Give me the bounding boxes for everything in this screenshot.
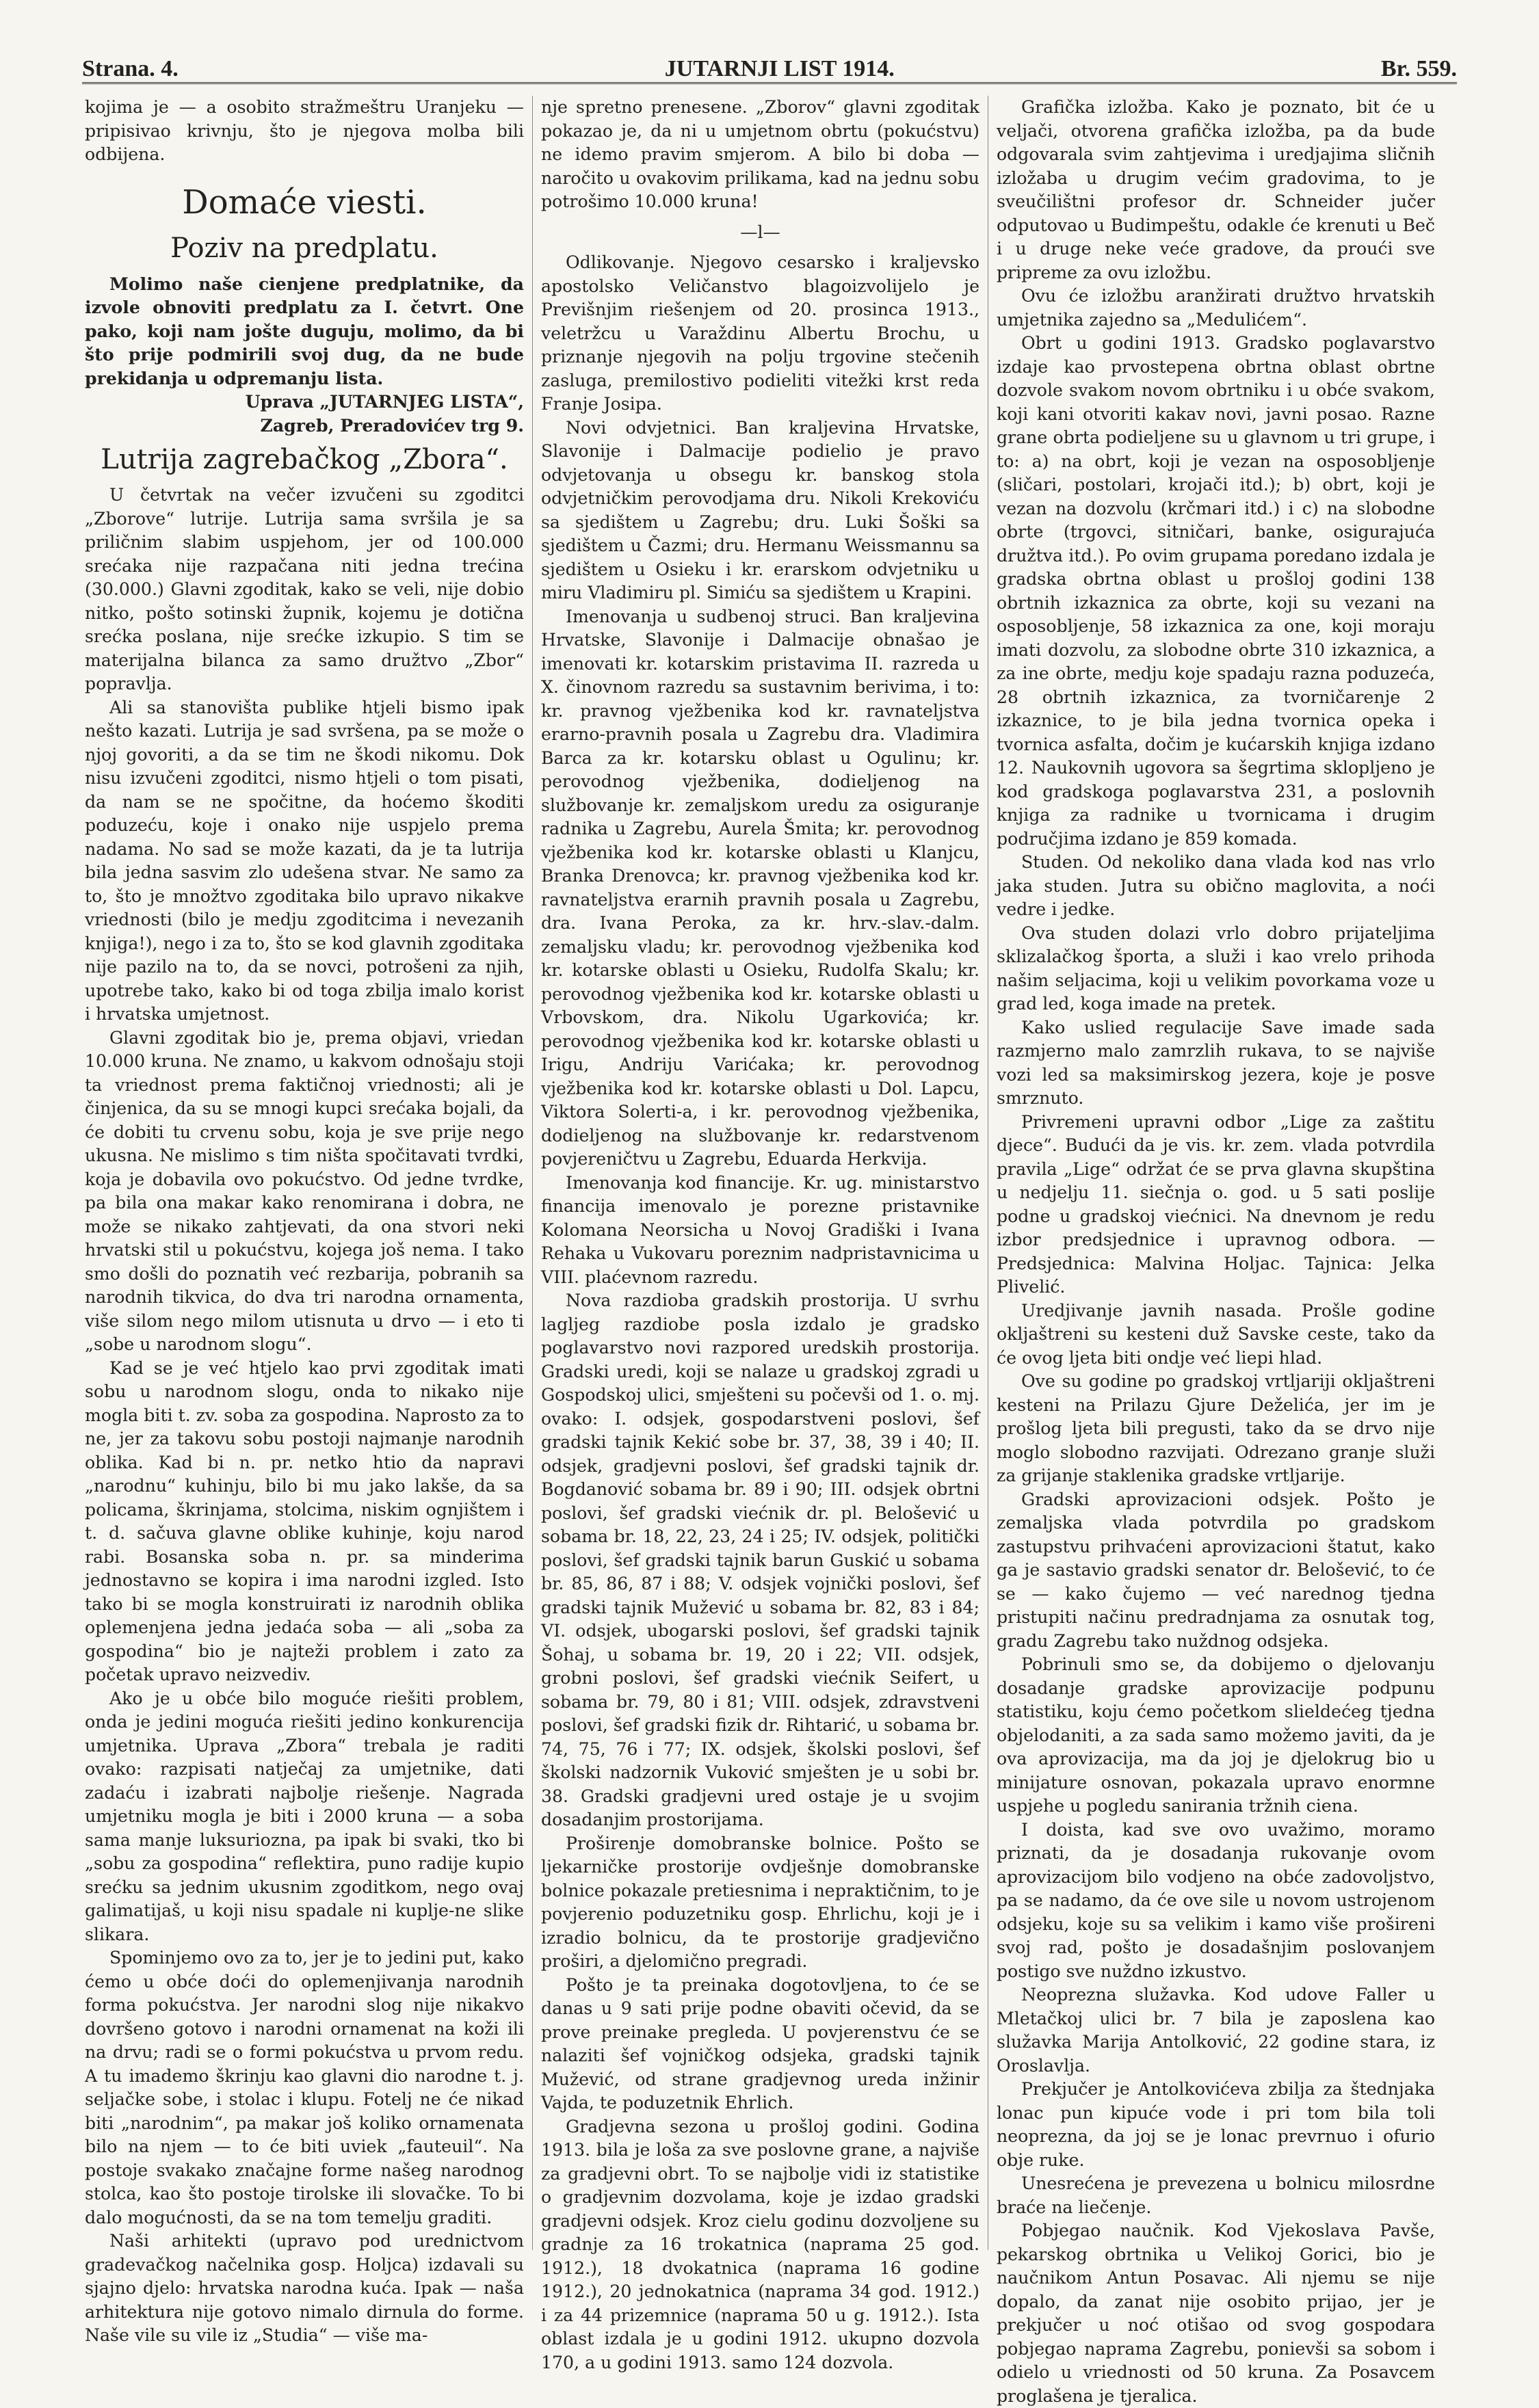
- issue-number: Br. 559.: [1380, 56, 1457, 81]
- paragraph: Ovu će izložbu aranžirati družtvo hrvatskih umjetnika zajedno sa „Medulićem“.: [997, 286, 1435, 330]
- paragraph: kojima je — a osobito stražmeštru Uranjeku — pripisivao krivnju, što je njegova molba bili odbijena.: [85, 97, 524, 164]
- paragraph: Unesrećena je prevezena u bolnicu milosrdne braće na liečenje.: [997, 2173, 1435, 2217]
- paragraph: Pobrinuli smo se, da dobijemo o djelovanju dosadanje gradske aprovizacije podpunu statistiku, koju ćemo početkom slieldećeg tjedna objelodaniti, a za sada samo možemo javiti, da je ova aprovizacija, ma da joj je djelokrug bio u minijature osnovan, pokazala upravo enormne uspjehe u pogledu sanirania tržnih ciena.: [997, 1654, 1435, 1816]
- paragraph: Studen. Od nekoliko dana vlada kod nas vrlo jaka studen. Jutra su obično maglovita, a noći vedre i jedke.: [997, 852, 1435, 919]
- paragraph: Ova studen dolazi vrlo dobro prijateljima sklizalačkog športa, a služi i kao vrelo prihoda našim seljacima, koji u velikim povorkama voze u grad led, koga imade na pretek.: [997, 923, 1435, 1014]
- paragraph: Imenovanja kod financije. Kr. ug. ministarstvo financija imenovalo je porezne pristavnike Kolomana Neorsicha u Novoj Gradiški i Ivana Rehaka u Vukovaru poreznim nadpristavnicima u VIII. plaćevnom razredu.: [541, 1172, 979, 1287]
- paragraph: Prekjučer je Antolkovićeva zbilja za štednjaka lonac pun kipuće vode i pri tom bila toli neoprezna, da joj se je lonac prevrnuo i ofurio obje ruke.: [997, 2079, 1435, 2170]
- paragraph: Odlikovanje. Njegovo cesarsko i kraljevsko apostolsko Veličanstvo blagoizvolijelo je Previšnjim riešenjem od 20. prosinca 1913., veletržcu u Varaždinu Albertu Brochu, u priznanje njegovih na polju trgovine stečenih zasluga, premilostivo podieliti vitežki krst reda Franje Josipa.: [541, 252, 979, 414]
- paragraph: Nova razdioba gradskih prostorija. U svrhu lagljeg razdiobe posla izdalo je gradsko poglavarstvo novi razpored uredskih prostorija. Gradski uredi, koji se nalaze u gradskoj zgradi u Gospodskoj ulici, smješteni su počevši od 1. o. mj. ovako: I. odsjek, gospodarstveni poslovi, šef gradski tajnik Kekić sobe br. 37, 38, 39 i 40; II. odsjek, gradjevni poslovi, šef gradski tajnik dr. Bogdanović sobama br. 89 i 90; III. odsjek obrtni poslovi, šef gradski viećnik dr. pl. Belošević u sobama br. 18, 22, 23, 24 i 25; IV. odsjek, politički poslovi, šef gradski tajnik barun Guskić u sobama br. 85, 86, 87 i 88; V. odsjek vojnički poslovi, šef gradski tajnik Mužević u sobama br. 82, 83 i 84; VI. odsjek, ubogarski poslovi, šef gradski tajnik Šohaj, u sobama br. 19, 20 i 22; VII. odsjek, grobni poslovi, šef gradski viećnik Seifert, u sobama br. 79, 80 i 81; VIII. odsjek, zdravstveni poslovi, šef gradski fizik dr. Rihtarić, u sobama br. 74, 75, 76 i 77; IX. odsjek, školski poslovi, šef školski nadzornik Vuković smješten je u sobi br. 38. Gradski gradjevni ured ostaje je u svojim dosadanjim prostorijama.: [541, 1291, 979, 1829]
- page-number: Strana. 4.: [82, 56, 179, 81]
- paragraph: Privremeni upravni odbor „Lige za zaštitu djece“. Budući da je vis. kr. zem. vlada potvrdila pravila „Lige“ održat će se prva glavna skupština u nedjelju 11. siečnja o. god. u 5 sati poslije podne u gradskoj viećnici. Na dnevnom je redu izbor predsjednice i upravnog odbora. — Predsjednica: Malvina Holjac. Tajnica: Jelka Plivelić.: [997, 1111, 1435, 1297]
- signature: Zagreb, Preradovićev trg 9.: [260, 414, 524, 436]
- paragraph: Ali sa stanovišta publike htjeli bismo ipak nešto kazati. Lutrija je sad svršena, pa se može o njoj govoriti, a da se tim ne škodi nikomu. Dok nisu izvučeni zgoditci, nismo htjeli o tom pisati, da nam se ne spočitne, da hoćemo škoditi poduzeću, koje i onako nije uspjelo prema nadama. No sad se može kazati, da je ta lutrija bila jedna sasvim zlo udešena stvar. Ne samo za to, što je množtvo zgoditaka bilo upravo nikakve vriednosti (bilo je medju zgoditcima i nevezanih knjiga!), nego i za to, što se kod glavnih zgoditaka nije pazilo na to, da se novci, potrošeni za njih, upotrebe tako, kako bi od toga zbilja imalo korist i hrvatska umjetnost.: [85, 697, 524, 1024]
- paragraph: Pobjegao naučnik. Kod Vjekoslava Pavše, pekarskog obrtnika u Velikoj Gorici, bio je naučnikom Antun Posavac. Ali njemu se nije dopalo, da zanat nije osobito prijao, jer je prekjučer u noć otišao od svog gospodara pobjegao naprama Zagrebu, ponievši sa sobom i odielo u vriednosti od 50 kruna. Za Posavcem proglašena je tjeralica.: [997, 2221, 1435, 2406]
- paragraph: Gradski aprovizacioni odsjek. Pošto je zemaljska vlada potvrdila po gradskom zastupstvu prihvaćeni aprovizacioni štatut, kako ga je sastavio gradski senator dr. Belošević, to će se — kako čujemo — već narednog tjedna pristupiti načinu predradnjama za osnutak tog, gradu Zagrebu tako nuždnog odsjeka.: [997, 1489, 1435, 1651]
- paragraph: Gradjevna sezona u prošloj godini. Godina 1913. bila je loša za sve poslovne grane, a najviše za gradjevni obrt. To se najbolje vidi iz statistike o gradjevnim dozvolama, koje je izdao gradski gradjevni odsjek. Kroz cielu godinu dozvoljene su gradnje za 16 trokatnica (naprama 25 god. 1912.), 18 dvokatnica (naprama 16 godine 1912.), 20 jednokatnica (naprama 34 god. 1912.) i za 44 prizemnice (naprama 50 u g. 1912.). Ista oblast izdala je u godini 1912. ukupno dozvola 170, a u godini 1913. samo 124 dozvola.: [541, 2116, 979, 2372]
- paragraph: Kad se je već htjelo kao prvi zgoditak imati sobu u narodnom slogu, onda to nikako nije mogla biti t. zv. soba za gospodina. Naprosto za to ne, jer za takovu sobu postoji najmanje narodnih oblika. Kad bi n. pr. netko htio da napravi „narodnu“ kuhinju, bilo bi mu jako lakše, da sa policama, škrinjama, stolcima, niskim ognjištem i t. d. sačuva glavne oblike kuhinje, koju narod rabi. Bosanska soba n. pr. sa minderima jednostavno se kopira i ima narodni izgled. Isto tako bi se mogla konstruirati iz narodnih oblika oplemenjena jedna jedaća soba — ali „soba za gospodina“ bio je najteži problem i zato za početak upravo neizvediv.: [85, 1358, 524, 1684]
- paragraph: Kako uslied regulacije Save imade sada razmjerno malo zamrzlih rukava, to se najviše vozi led sa maksimirskog jezera, koje je posve smrznuto.: [997, 1017, 1435, 1108]
- paragraph: U četvrtak na večer izvučeni su zgoditci „Zborove“ lutrije. Lutrija sama svršila je sa priličnim slabim uspjehom, jer od 100.000 srećaka nije razpačana niti jedna trećina (30.000.) Glavni zgoditak, kako se veli, nije dobio nitko, pošto sotinski župnik, kojemu je dotična srećka poslana, nije srećke izkupio. S tim se materijalna bilanca za samo družtvo „Zbor“ popravlja.: [85, 485, 524, 693]
- paragraph: Obrt u godini 1913. Gradsko poglavarstvo izdaje kao prvostepena obrtna oblast obrtne dozvole svakom novom obrtniku i u obće svakom, koji kani otvoriti kakav novi, javni posao. Razne grane obrta podieljene su u glavnom u tri grupe, i to: a) na obrt, koji je vezan na osposobljenje (sličari, postolari, krojači itd.); b) obrt, koji je vezan na dozvolu (krčmari itd.) i c) na slobodne obrte (trgovci, sitničari, banke, osigurajuća družtva itd.). Po ovim grupama poredano izdala je gradska obrtna oblast u prošloj godini 138 obrtnih izkaznica za obrte, koji su vezani na osposobljenje, 58 izkaznica za one, koji moraju imati dozvolu, za slobodne obrte 310 izkaznica, a za ine obrte, medju koje spadaju razna poduzeća, 28 obrtnih izkaznica, za tvorničarenje 2 izkaznice, to je bila jedna tvornica opeka i tvornica asfalta, dočim je kućarskih knjiga izdano 12. Naukovnih ugovora sa šegrtima sklopljeno je kod gradskoga poglavarstva 231, a poslovnih knjiga za radnike u tvornicama i drugim područjima izdano je 859 komada.: [997, 333, 1435, 849]
- paragraph: nje spretno prenesene. „Zborov“ glavni zgoditak pokazao je, da ni u umjetnom obrtu (pokućstvu) ne idemo pravim smjerom. A bilo bi doba — naročito u ovakovim prilikama, kad na jednu sobu potrošimo 10.000 kruna!: [541, 97, 979, 211]
- paragraph: Neoprezna služavka. Kod udove Faller u Mletačkoj ulici br. 7 bila je zaposlena kao služavka Marija Antolković, 22 godine stara, iz Oroslavlja.: [997, 1985, 1435, 2076]
- columns: [77, 96, 1465, 2406]
- column-3: [988, 96, 1443, 2406]
- paragraph: I doista, kad sve ovo uvažimo, moramo priznati, da je dosadanja rukovanje ovom aprovizacijom bilo vodjeno na obće zadovoljstvo, pa se nadamo, da će ove sile u novom ustrojenom odsjeku, koje su sa velikim i kamo više prošireni svoj rad, pošto je dosadašnjim poslovanjem postigo sve nuždno izkustvo.: [997, 1819, 1435, 1981]
- paragraph: Uredjivanje javnih nasada. Prošle godine okljaštreni su kesteni duž Savske ceste, tako da će ovog ljeta biti ondje već liepi hlad.: [997, 1300, 1435, 1368]
- column-1: [77, 96, 532, 2345]
- paragraph: Spominjemo ovo za to, jer je to jedini put, kako ćemo u obće doći do oplemenjivanja narodnih forma pokućstva. Jer narodni slog nije nikakvo dovršeno gotovo i narodni ornamenat na koži ili na drvu; radi se o formi pokućstva u prvom redu. A tu imademo škrinju kao glavni dio narodne t. j. seljačke sobe, i stolac i klupu. Fotelj ne će nikad biti „narodnim“, pa makar još koliko ornamenata bilo na njem — to će biti uviek „fauteuil“. Na postoje svakako značajne forme našeg narodnog stolca, kao što postoje tirolske ili slovačke. To bi dalo mogućnosti, da se na tom temelju graditi.: [85, 1948, 524, 2227]
- signature: —l—: [740, 222, 780, 242]
- paragraph: Ove su godine po gradskoj vrtljariji okljaštreni kesteni na Prilazu Gjure Deželića, jer im je prošlog ljeta bili pregusti, tako da se drvo nije moglo slobodno razvijati. Odrezano granje služi za grijanje staklenika gradske vrtljarije.: [997, 1371, 1435, 1485]
- paragraph: Proširenje domobranske bolnice. Pošto se ljekarničke prostorije ovdješnje domobranske bolnice pokazale pretiesnima i nepraktičnim, to je povjerenio poduzetniku gosp. Ehrlichu, koji je i izradio bolnicu, da te prostorije gradjevično proširi, a djelomično pregradi.: [541, 1833, 979, 1971]
- paragraph: Molimo naše cienjene predplatnike, da izvole obnoviti predplatu za I. četvrt. One pako, koji nam jošte duguju, molimo, da bi što prije podmirili svoj dug, da ne bude prekidanja u odpremanju lista.: [85, 273, 524, 388]
- paragraph: Glavni zgoditak bio je, prema objavi, vriedan 10.000 kruna. Ne znamo, u kakvom odnošaju stoji ta vriednost prema faktičnoj vriednosti; ali je činjenica, da su se mnogi kupci srećaka bojali, da će dobiti tu crvenu sobu, koja je sve prije nego ukusna. Ne mislimo s tim ništa spočitavati tvrdki, koja je dobavila ovo pokućstvo. Od jedne tvrdke, pa bila ona makar kako renomirana i dobra, ne može se nikako zahtjevati, da ona stvori neki hrvatski stil u pokućstvu, kojega još nema. I tako smo došli do poznatih već rezbarija, pobranih sa narodnih tikvica, do dva tri narodna ornamenta, više silom nego milom utisnuta u drvo — i eto ti „sobe u narodnom slogu“.: [85, 1027, 524, 1354]
- masthead: JUTARNJI LIST 1914.: [664, 56, 895, 81]
- section-heading: Domaće viesti.: [182, 183, 427, 222]
- paragraph: Novi odvjetnici. Ban kraljevina Hrvatske, Slavonije i Dalmacije podielio je pravo odvjetovanja u obsegu kr. banskog stola odvjetničkim perovodjama dru. Nikoli Krekoviću sa sjedištem u Zagrebu; dru. Luki Šoški sa sjedištem u Čazmi; dru. Hermanu Weissmannu sa sjedištem u Osieku i kr. erarskom odvjetniku u miru Vladimiru pl. Simiću sa sjedištem u Krapini.: [541, 417, 979, 603]
- page-header: [82, 41, 1457, 84]
- paragraph: Imenovanja u sudbenoj struci. Ban kraljevina Hrvatske, Slavonije i Dalmacije obnašao je imenovati kr. kotarskim pristavima II. razreda u X. činovnom razredu sa sustavnim berivima, i to: kr. pravnog vježbenika kod kr. ravnateljstva erarno-pravnih posala u Zagrebu dra. Vladimira Barca za kr. kotarsku oblast u Ogulinu; kr. perovodnog vježbenika, dodieljenog na službovanje kr. zemaljskom uredu za osiguranje radnika u Zagrebu, Aurela Šmita; kr. perovodnog vježbenika kod kr. kotarske oblasti u Klanjcu, Branka Drenovca; kr. pravnog vježbenika kod kr. ravnateljstva erarnih pravnih posala u Zagrebu, dra. Ivana Peroka, za kr. hrv.-slav.-dalm. zemaljsku vladu; kr. perovodnog vježbenika kod kr. kotarske oblasti u Osieku, Rudolfa Skalu; kr. perovodnog vježbenika kod kr. kotarske oblasti u Vrbovskom, dra. Nikolu Ugarkovića; kr. perovodnog vježbenika kod kr. kotarske oblasti u Irigu, Andriju Varićaka; kr. perovodnog vježbenika kod kr. kotarske oblasti u Dol. Lapcu, Viktora Solerti-a, i kr. perovodnog vježbenika, dodieljenog na službovanje kr. redarstvenom povjereničtvu u Zagrebu, Eduarda Herkvija.: [541, 606, 979, 1169]
- paragraph: Naši arhitekti (upravo pod urednictvom gradevačkog načelnika gosp. Holjca) izdavali su sjajno djelo: hrvatska narodna kuća. Ipak — naša arhitektura nije gotovo nimalo dirnula do forme. Naše vile su vile iz „Studia“ — više ma-: [85, 2231, 524, 2345]
- paragraph: Pošto je ta preinaka dogotovljena, to će se danas u 9 sati prije podne obaviti očevid, da se prove preinake pregleda. U povjerenstvu će se nalaziti šef vojničkog odsjeka, gradski tajnik Mužević, od strane gradjevnog ureda inžinir Vajda, te poduzetnik Ehrlich.: [541, 1974, 979, 2113]
- paragraph: Grafička izložba. Kako je poznato, bit će u veljači, otvorena grafička izložba, pa da bude odgovarala svim zahtjevima i uredjajima sličnih izložaba u drugim većim gradovima, to je sveučilištni profesor dr. Schneider jučer odputovao u Budimpeštu, odakle će krenuti u Beč i u druge neke veće gradove, da proući sve pripreme za ovu izložbu.: [997, 97, 1435, 282]
- paragraph: Ako je u obće bilo moguće riešiti problem, onda je jedini moguća riešiti jedino konkurencija umjetnika. Uprava „Zbora“ trebala je raditi ovako: razpisati natječaj za umjetnike, dati zadaću i izabrati najbolje riešenje. Nagrada umjetniku mogla je biti i 2000 kruna — a soba sama manje luksuriozna, pa ipak bi svaki, tko bi „sobu za gospodina“ reflektira, puno radije kupio srećku sa jednim ukusnim zgoditkom, nego ovaj galimatijaš, u koji nisu spadale ni kuplje-ne slike slikara.: [85, 1688, 524, 1944]
- article-heading: Lutrija zagrebačkog „Zbora“.: [101, 444, 508, 475]
- signature: Uprava „JUTARNJEG LISTA“,: [245, 391, 524, 412]
- article-heading: Poziv na predplatu.: [170, 232, 438, 264]
- column-2: [532, 96, 988, 2372]
